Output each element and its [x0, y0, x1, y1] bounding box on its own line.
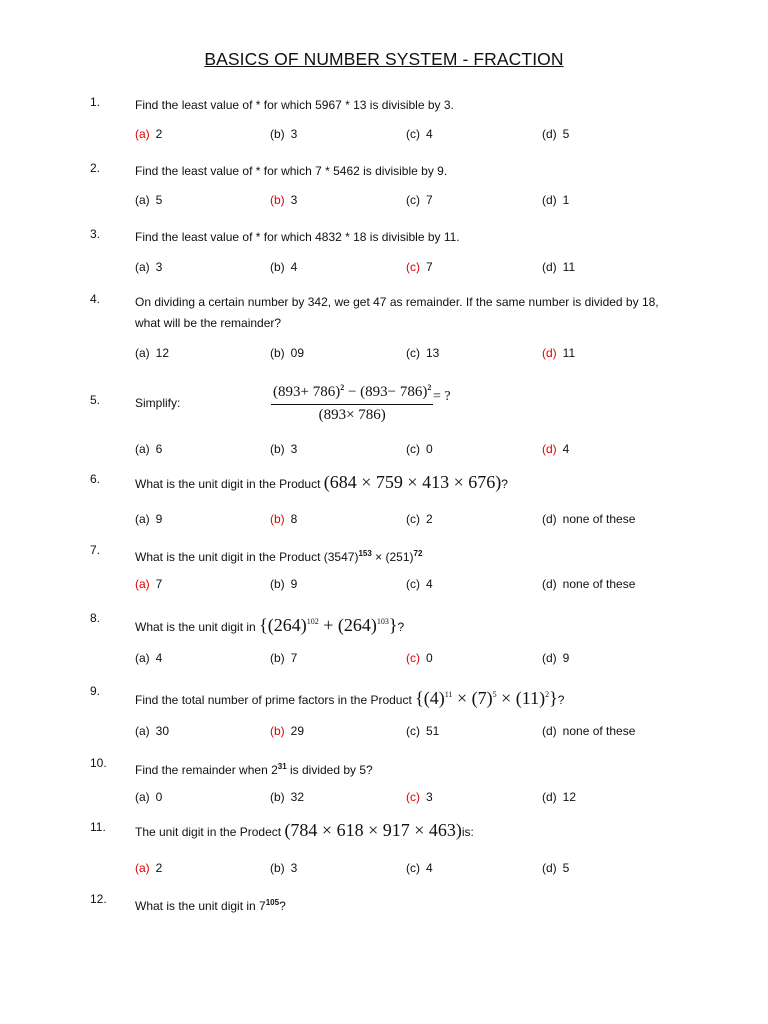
- power-expression: $\{(264)^{102} + (264)^{103}\}$: [259, 615, 398, 635]
- option-label: (a): [135, 651, 150, 665]
- question-text: The unit digit in the Prodect (784 × 618 × 917 × 463)is:: [135, 820, 474, 840]
- option-b[interactable]: [270, 651, 297, 665]
- option-label: (a): [135, 260, 150, 274]
- option-value: 5: [155, 193, 163, 207]
- option-value: 3: [155, 260, 163, 274]
- option-value: 12: [562, 790, 577, 804]
- option-value: 5: [562, 861, 570, 875]
- option-label: (b): [270, 651, 285, 665]
- option-value: 8: [290, 512, 298, 526]
- option-label: (d): [542, 577, 557, 591]
- option-label: (a): [135, 127, 150, 141]
- option-label: (d): [542, 790, 557, 804]
- option-b[interactable]: [270, 861, 297, 875]
- option-c[interactable]: [406, 346, 439, 360]
- question-text: Find the total number of prime factors in the Product $\{(4)^{11} \times (7)^5 \times (11)^2\}$?: [135, 688, 565, 708]
- product-expression: (784 × 618 × 917 × 463): [284, 820, 462, 840]
- option-value: none of these: [562, 512, 636, 526]
- option-c[interactable]: [406, 861, 433, 875]
- option-d[interactable]: [542, 346, 575, 360]
- option-b[interactable]: [270, 724, 304, 738]
- option-d[interactable]: [542, 512, 635, 526]
- option-label: (c): [406, 861, 420, 875]
- option-label: (b): [270, 861, 285, 875]
- option-d[interactable]: [542, 724, 635, 738]
- question-number: 9.: [90, 684, 101, 698]
- option-a[interactable]: [135, 724, 169, 738]
- question-number: 11.: [90, 820, 106, 834]
- question-text: Find the remainder when $2^{31}$ is divided by 5?: [135, 762, 373, 777]
- fraction-expression: [271, 383, 433, 424]
- option-value: 4: [426, 861, 433, 875]
- option-label: (d): [542, 346, 557, 360]
- option-b[interactable]: [270, 193, 297, 207]
- option-value: 3: [290, 861, 298, 875]
- option-value: 9: [290, 577, 298, 591]
- option-d[interactable]: [542, 193, 569, 207]
- option-label: (a): [135, 193, 150, 207]
- option-value: 2: [155, 861, 163, 875]
- option-d[interactable]: [542, 260, 575, 274]
- question-number: 2.: [90, 161, 101, 175]
- option-value: 11: [562, 346, 576, 360]
- option-value: 4: [562, 442, 570, 456]
- option-value: 1: [562, 193, 570, 207]
- option-label: (a): [135, 577, 150, 591]
- option-label: (d): [542, 861, 557, 875]
- option-c[interactable]: [406, 260, 433, 274]
- option-c[interactable]: [406, 651, 433, 665]
- option-value: 13: [426, 346, 440, 360]
- option-value: 0: [155, 790, 163, 804]
- option-b[interactable]: [270, 260, 297, 274]
- option-value: 11: [562, 260, 576, 274]
- option-value: 4: [155, 651, 163, 665]
- option-value: 0: [426, 651, 433, 665]
- question-number: 7.: [90, 543, 101, 557]
- option-value: none of these: [562, 724, 636, 738]
- question-number: 8.: [90, 611, 101, 625]
- option-label: (a): [135, 861, 150, 875]
- option-a[interactable]: [135, 193, 162, 207]
- option-value: 9: [155, 512, 163, 526]
- option-value: 7: [426, 193, 433, 207]
- option-label: (b): [270, 127, 285, 141]
- option-b[interactable]: [270, 127, 297, 141]
- option-label: (d): [542, 260, 557, 274]
- option-c[interactable]: [406, 512, 433, 526]
- option-label: (c): [406, 651, 420, 665]
- question-text: Find the least value of * for which 7 * 5462 is divisible by 9.: [135, 164, 448, 178]
- option-value: 5: [562, 127, 570, 141]
- option-c[interactable]: [406, 577, 433, 591]
- equals-question: = ?: [433, 389, 451, 404]
- option-a[interactable]: [135, 512, 162, 526]
- product-expression: $\{(4)^{11} \times (7)^5 \times (11)^2\}$: [415, 688, 558, 708]
- option-label: (d): [542, 193, 557, 207]
- option-c[interactable]: [406, 127, 433, 141]
- option-label: (b): [270, 193, 285, 207]
- option-label: (c): [406, 346, 420, 360]
- fraction-denominator: (893× 786): [318, 407, 386, 423]
- option-label: (c): [406, 193, 420, 207]
- option-value: 3: [290, 127, 298, 141]
- option-c[interactable]: [406, 724, 439, 738]
- question-number: 4.: [90, 292, 101, 306]
- option-value: 2: [155, 127, 163, 141]
- option-d[interactable]: [542, 127, 569, 141]
- question-number: 1.: [90, 95, 101, 109]
- option-value: 12: [155, 346, 170, 360]
- option-value: 09: [290, 346, 305, 360]
- option-value: 3: [290, 442, 298, 456]
- product-expression: (684 × 759 × 413 × 676): [323, 472, 502, 492]
- option-label: (a): [135, 790, 150, 804]
- question-text: What is the unit digit in the Product (684 × 759 × 413 × 676)?: [135, 472, 508, 492]
- option-label: (a): [135, 512, 150, 526]
- option-label: (b): [270, 790, 285, 804]
- option-c[interactable]: [406, 193, 433, 207]
- option-value: 30: [155, 724, 170, 738]
- question-number: 12.: [90, 892, 107, 906]
- option-c[interactable]: [406, 442, 433, 456]
- option-label: (c): [406, 790, 420, 804]
- option-d[interactable]: [542, 790, 576, 804]
- option-label: (b): [270, 442, 285, 456]
- option-value: 29: [290, 724, 305, 738]
- option-label: (c): [406, 127, 420, 141]
- option-a[interactable]: [135, 260, 162, 274]
- page-title: BASICS OF NUMBER SYSTEM - FRACTION: [204, 49, 564, 69]
- question-text: What is the unit digit in $\{(264)^{102} + (264)^{103}\}$?: [135, 615, 405, 635]
- option-label: (d): [542, 651, 557, 665]
- option-label: (c): [406, 512, 420, 526]
- question-text: What is the unit digit in the Product $(3547)^{153} \times (251)^{72}$: [135, 549, 423, 564]
- option-value: 7: [426, 260, 433, 274]
- option-b[interactable]: [270, 512, 297, 526]
- option-label: (d): [542, 442, 557, 456]
- option-label: (b): [270, 260, 285, 274]
- option-label: (d): [542, 127, 557, 141]
- option-b[interactable]: [270, 577, 297, 591]
- option-value: 32: [290, 790, 305, 804]
- option-label: (b): [270, 512, 285, 526]
- option-b[interactable]: [270, 346, 304, 360]
- question-text: On dividing a certain number by 342, we get 47 as remainder. If the same number is divided by 18, what will be the remainder?: [135, 295, 659, 330]
- question-text: Find the least value of * for which 5967 * 13 is divisible by 3.: [135, 98, 454, 112]
- option-value: 4: [290, 260, 298, 274]
- question-number: 6.: [90, 472, 101, 486]
- option-value: 9: [562, 651, 570, 665]
- option-d[interactable]: [542, 861, 569, 875]
- option-label: (c): [406, 724, 420, 738]
- option-b[interactable]: [270, 442, 297, 456]
- option-label: (d): [542, 724, 557, 738]
- option-b[interactable]: [270, 790, 304, 804]
- option-d[interactable]: [542, 577, 635, 591]
- option-value: 7: [155, 577, 163, 591]
- question-text: Find the least value of * for which 4832 * 18 is divisible by 11.: [135, 230, 460, 244]
- fraction-numerator: $(893+ 786)^2 - (893- 786)^2$: [271, 383, 433, 405]
- question-text: Simplify:: [135, 396, 181, 410]
- option-a[interactable]: [135, 442, 162, 456]
- option-value: 4: [426, 577, 433, 591]
- option-a[interactable]: [135, 790, 162, 804]
- option-label: (a): [135, 442, 150, 456]
- question-number: 10.: [90, 756, 107, 770]
- option-value: 2: [426, 512, 433, 526]
- option-a[interactable]: [135, 651, 162, 665]
- option-value: 0: [426, 442, 433, 456]
- option-c[interactable]: [406, 790, 433, 804]
- option-label: (b): [270, 346, 285, 360]
- option-label: (a): [135, 346, 150, 360]
- option-value: 6: [155, 442, 163, 456]
- option-label: (c): [406, 442, 420, 456]
- option-label: (b): [270, 577, 285, 591]
- option-a[interactable]: [135, 861, 162, 875]
- option-value: 51: [426, 724, 440, 738]
- option-value: 3: [290, 193, 298, 207]
- option-label: (c): [406, 260, 420, 274]
- option-a[interactable]: [135, 127, 162, 141]
- option-label: (c): [406, 577, 420, 591]
- option-d[interactable]: [542, 651, 569, 665]
- question-number: 5.: [90, 393, 101, 407]
- option-value: none of these: [562, 577, 636, 591]
- question-text: What is the unit digit in $7^{105}$?: [135, 898, 286, 913]
- option-label: (b): [270, 724, 285, 738]
- question-number: 3.: [90, 227, 101, 241]
- option-label: (d): [542, 512, 557, 526]
- option-d[interactable]: [542, 442, 569, 456]
- option-a[interactable]: [135, 577, 162, 591]
- option-value: 7: [290, 651, 298, 665]
- option-label: (a): [135, 724, 150, 738]
- option-a[interactable]: [135, 346, 169, 360]
- option-value: 3: [426, 790, 433, 804]
- option-value: 4: [426, 127, 433, 141]
